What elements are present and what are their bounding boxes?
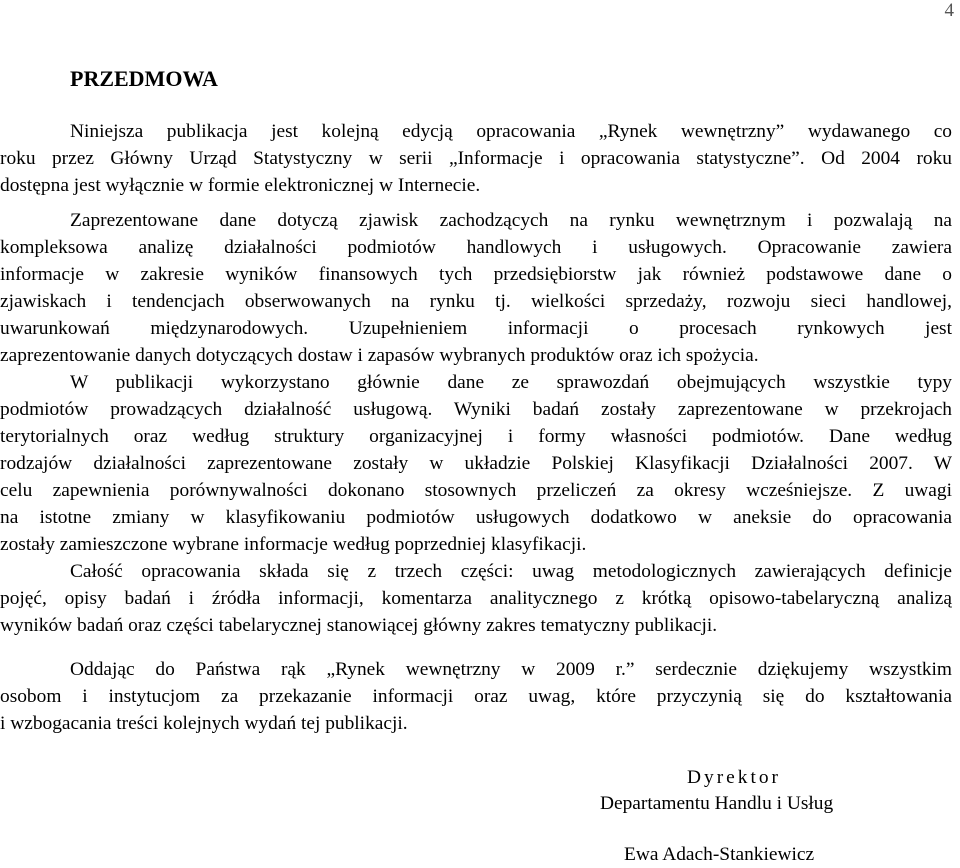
signature-department: Departamentu Handlu i Usług bbox=[600, 793, 834, 814]
page-title: PRZEDMOWA bbox=[70, 66, 218, 91]
paragraph-line: Niniejsza publikacja jest kolejną edycją opracowania „Rynek wewnętrzny” wydawanego co bbox=[70, 121, 952, 142]
paragraph-body bbox=[0, 207, 952, 639]
paragraph-line: pojęć, opisy badań i źródła informacji, komentarza analitycznego z krótką opisowo-tabelaryczną analizą bbox=[0, 588, 952, 609]
paragraph-line: zaprezentowanie danych dotyczących dostaw i zapasów wybranych produktów oraz ich spożycia. bbox=[0, 345, 759, 366]
paragraph-line: celu zapewnienia porównywalności dokonano stosownych przeliczeń za okresy wcześniejsze. Z uwagi bbox=[0, 480, 952, 501]
paragraph-line: terytorialnych oraz według struktury organizacyjnej i formy własności podmiotów. Dane według bbox=[0, 426, 952, 447]
paragraph-line: kompleksowa analizę działalności podmiotów handlowych i usługowych. Opracowanie zawiera bbox=[0, 237, 952, 258]
paragraph-line: na istotne zmiany w klasyfikowaniu podmiotów usługowych dodatkowo w aneksie do opracowania bbox=[0, 507, 952, 528]
paragraph-line: Całość opracowania składa się z trzech części: uwag metodologicznych zawierających definicje bbox=[70, 561, 952, 582]
paragraph-line: roku przez Główny Urząd Statystyczny w serii „Informacje i opracowania statystyczne”. Od 2004 roku bbox=[0, 148, 952, 169]
signature-name: Ewa Adach-Stankiewicz bbox=[624, 844, 815, 865]
signature-title: Dyrektor bbox=[687, 767, 781, 788]
paragraph-line: podmiotów prowadzących działalność usługową. Wyniki badań zostały zaprezentowane w przekrojach bbox=[0, 399, 952, 420]
paragraph-line: dostępna jest wyłącznie w formie elektronicznej w Internecie. bbox=[0, 175, 481, 196]
paragraph-line: i wzbogacania treści kolejnych wydań tej publikacji. bbox=[0, 713, 408, 734]
paragraph-line: informacje w zakresie wyników finansowych tych przedsiębiorstw jak również podstawowe dane o bbox=[0, 264, 952, 285]
paragraph-line: rodzajów działalności zaprezentowane zostały w układzie Polskiej Klasyfikacji Działalności 2007. W bbox=[0, 453, 952, 474]
paragraph-line: zostały zamieszczone wybrane informacje według poprzedniej klasyfikacji. bbox=[0, 534, 587, 555]
paragraph-line: uwarunkowań międzynarodowych. Uzupełnieniem informacji o procesach rynkowych jest bbox=[0, 318, 952, 339]
paragraph-thanks bbox=[0, 656, 952, 737]
paragraph-line: Oddając do Państwa rąk „Rynek wewnętrzny w 2009 r.” serdecznie dziękujemy wszystkim bbox=[70, 659, 952, 680]
paragraph-intro bbox=[0, 118, 952, 199]
paragraph-line: W publikacji wykorzystano głównie dane ze sprawozdań obejmujących wszystkie typy bbox=[70, 372, 952, 393]
paragraph-line: osobom i instytucjom za przekazanie informacji oraz uwag, które przyczynią się do kształtowania bbox=[0, 686, 952, 707]
page-number: 4 bbox=[944, 0, 954, 21]
paragraph-line: Zaprezentowane dane dotyczą zjawisk zachodzących na rynku wewnętrznym i pozwalają na bbox=[70, 210, 952, 231]
paragraph-line: zjawiskach i tendencjach obserwowanych na rynku tj. wielkości sprzedaży, rozwoju sieci handlowej, bbox=[0, 291, 952, 312]
paragraph-line: wyników badań oraz części tabelarycznej stanowiącej główny zakres tematyczny publikacji. bbox=[0, 615, 718, 636]
